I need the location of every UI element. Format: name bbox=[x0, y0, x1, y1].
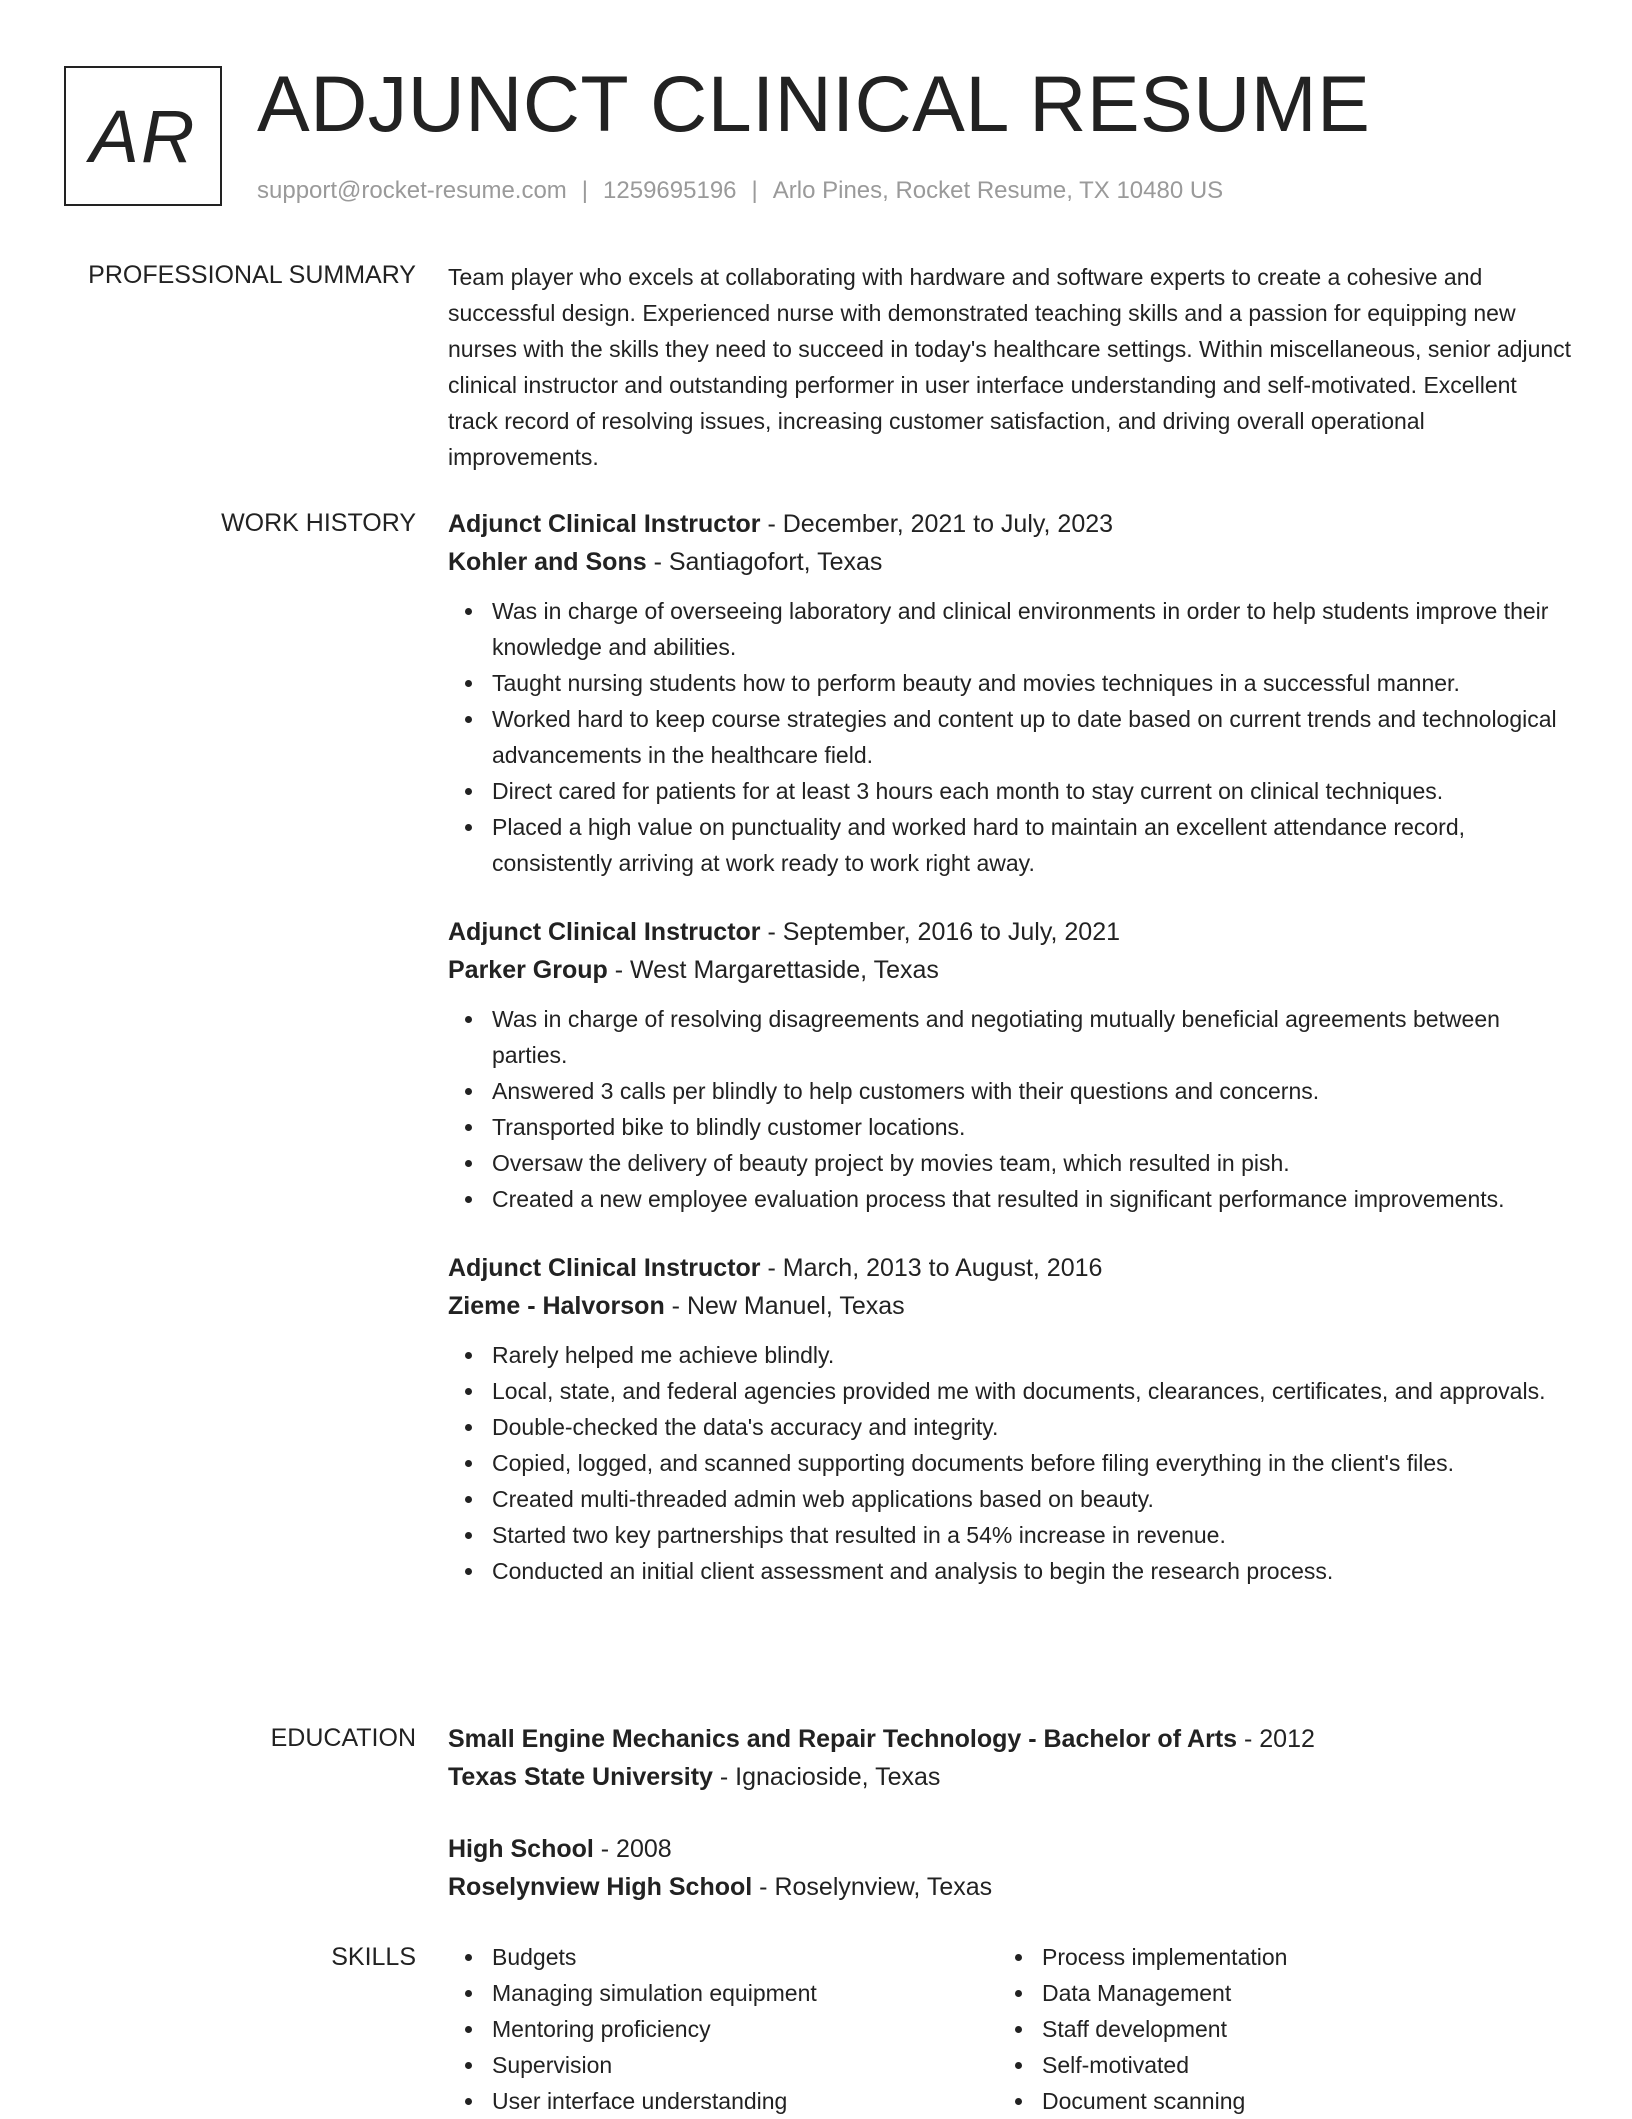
contact-separator: | bbox=[581, 177, 589, 204]
job-bullet: Was in charge of overseeing laboratory and clinical environments in order to help students improve their knowledge and abilities. bbox=[448, 593, 1572, 665]
monogram-box bbox=[64, 66, 222, 206]
job-bullet: Local, state, and federal agencies provided me with documents, clearances, certificates, and approvals. bbox=[448, 1373, 1572, 1409]
job-entry bbox=[448, 505, 1572, 881]
job-company-line bbox=[448, 1287, 1572, 1325]
skill-item: Staff development bbox=[998, 2011, 1548, 2047]
contact-separator: | bbox=[751, 177, 758, 204]
job-dates: - March, 2013 to August, 2016 bbox=[760, 1254, 1103, 1282]
job-bullet: Placed a high value on punctuality and worked hard to maintain an excellent attendance record, consistently arriving at work ready to work right away. bbox=[448, 809, 1572, 881]
job-dates: - September, 2016 to July, 2021 bbox=[760, 918, 1121, 946]
education-heading: EDUCATION bbox=[270, 1724, 416, 1752]
education-school: Roselynview High School bbox=[448, 1873, 753, 1901]
education-degree: High School bbox=[448, 1835, 594, 1863]
job-role: Adjunct Clinical Instructor bbox=[448, 510, 761, 538]
skill-item: Supervision bbox=[448, 2047, 998, 2083]
job-role: Adjunct Clinical Instructor bbox=[448, 1254, 761, 1282]
work-body bbox=[448, 505, 1572, 1589]
job-bullets bbox=[448, 593, 1572, 881]
job-title-line bbox=[448, 505, 1572, 543]
education-school-line bbox=[448, 1758, 1572, 1796]
job-bullet: Rarely helped me achieve blindly. bbox=[448, 1337, 1572, 1373]
work-heading: WORK HISTORY bbox=[221, 509, 416, 537]
contact-phone[interactable]: 1259695196 bbox=[603, 177, 737, 204]
skill-item: User interface understanding bbox=[448, 2083, 998, 2119]
job-bullet: Worked hard to keep course strategies and content up to date based on current trends and technological advancements in the healthcare field. bbox=[448, 701, 1572, 773]
job-company-line bbox=[448, 951, 1572, 989]
job-bullet: Oversaw the delivery of beauty project by movies team, which resulted in pish. bbox=[448, 1145, 1572, 1181]
education-location: - Roselynview, Texas bbox=[752, 1873, 993, 1901]
education-degree-line bbox=[448, 1720, 1572, 1758]
job-bullet: Created a new employee evaluation process that resulted in significant performance improvements. bbox=[448, 1181, 1572, 1217]
job-location: - New Manuel, Texas bbox=[664, 1292, 905, 1320]
skill-item: Budgets bbox=[448, 1939, 998, 1975]
job-bullets bbox=[448, 1337, 1572, 1589]
resume-title: ADJUNCT CLINICAL RESUME bbox=[257, 59, 1371, 148]
job-entry bbox=[448, 1249, 1572, 1589]
summary-body bbox=[448, 257, 1572, 475]
summary-text: Team player who excels at collaborating with hardware and software experts to create a cohesive and successful design. Experienced nurse with demonstrated teaching skills and a passion for equipping new nurses with the skills they need to succeed in today's healthcare settings. Within miscellaneous, senior adjunct clinical instructor and outstanding performer in user interface understanding and self-motivated. Excellent track record of resolving issues, increasing customer satisfaction, and driving overall operational improvements. bbox=[448, 264, 1572, 470]
education-location: - Ignacioside, Texas bbox=[712, 1763, 941, 1791]
skills-list-right bbox=[998, 1939, 1548, 2119]
job-bullet: Double-checked the data's accuracy and integrity. bbox=[448, 1409, 1572, 1445]
job-bullet: Answered 3 calls per blindly to help customers with their questions and concerns. bbox=[448, 1073, 1572, 1109]
skills-body bbox=[448, 1939, 1572, 2119]
job-bullets bbox=[448, 1001, 1572, 1217]
job-title-line bbox=[448, 913, 1572, 951]
education-entry bbox=[448, 1830, 1572, 1906]
contact-address: Arlo Pines, Rocket Resume, TX 10480 US bbox=[772, 177, 1224, 204]
skills-heading: SKILLS bbox=[331, 1943, 416, 1971]
summary-heading: PROFESSIONAL SUMMARY bbox=[88, 261, 416, 289]
skill-item: Self-motivated bbox=[998, 2047, 1548, 2083]
education-year: - 2008 bbox=[593, 1835, 672, 1863]
education-body bbox=[448, 1720, 1572, 1906]
skill-item: Document scanning bbox=[998, 2083, 1548, 2119]
skills-list-left bbox=[448, 1939, 998, 2119]
education-entry bbox=[448, 1720, 1572, 1796]
job-bullet: Conducted an initial client assessment and analysis to begin the research process. bbox=[448, 1553, 1572, 1589]
monogram-initials: AR bbox=[89, 94, 197, 178]
job-title-line bbox=[448, 1249, 1572, 1287]
education-degree: Small Engine Mechanics and Repair Technology - Bachelor of Arts bbox=[448, 1725, 1238, 1753]
job-bullet: Transported bike to blindly customer locations. bbox=[448, 1109, 1572, 1145]
skills-columns bbox=[448, 1939, 1572, 2119]
job-company: Kohler and Sons bbox=[448, 548, 647, 576]
education-school-line bbox=[448, 1868, 1572, 1906]
job-location: - Santiagofort, Texas bbox=[646, 548, 883, 576]
job-bullet: Copied, logged, and scanned supporting documents before filing everything in the client's files. bbox=[448, 1445, 1572, 1481]
job-bullet: Started two key partnerships that resulted in a 54% increase in revenue. bbox=[448, 1517, 1572, 1553]
contact-line bbox=[257, 174, 1223, 208]
skill-item: Data Management bbox=[998, 1975, 1548, 2011]
skill-item: Mentoring proficiency bbox=[448, 2011, 998, 2047]
job-company: Zieme - Halvorson bbox=[448, 1292, 665, 1320]
job-company: Parker Group bbox=[448, 956, 608, 984]
job-role: Adjunct Clinical Instructor bbox=[448, 918, 761, 946]
job-bullet: Created multi-threaded admin web applications based on beauty. bbox=[448, 1481, 1572, 1517]
job-bullet: Taught nursing students how to perform beauty and movies techniques in a successful manner. bbox=[448, 665, 1572, 701]
job-dates: - December, 2021 to July, 2023 bbox=[760, 510, 1114, 538]
job-entry bbox=[448, 913, 1572, 1217]
job-bullet: Was in charge of resolving disagreements and negotiating mutually beneficial agreements between parties. bbox=[448, 1001, 1572, 1073]
education-degree-line bbox=[448, 1830, 1572, 1868]
job-location: - West Margarettaside, Texas bbox=[607, 956, 939, 984]
skill-item: Process implementation bbox=[998, 1939, 1548, 1975]
education-year: - 2012 bbox=[1237, 1725, 1315, 1753]
job-company-line bbox=[448, 543, 1572, 581]
job-bullet: Direct cared for patients for at least 3 hours each month to stay current on clinical techniques. bbox=[448, 773, 1572, 809]
skill-item: Managing simulation equipment bbox=[448, 1975, 998, 2011]
education-school: Texas State University bbox=[448, 1763, 713, 1791]
contact-email[interactable]: support@rocket-resume.com bbox=[257, 177, 567, 204]
